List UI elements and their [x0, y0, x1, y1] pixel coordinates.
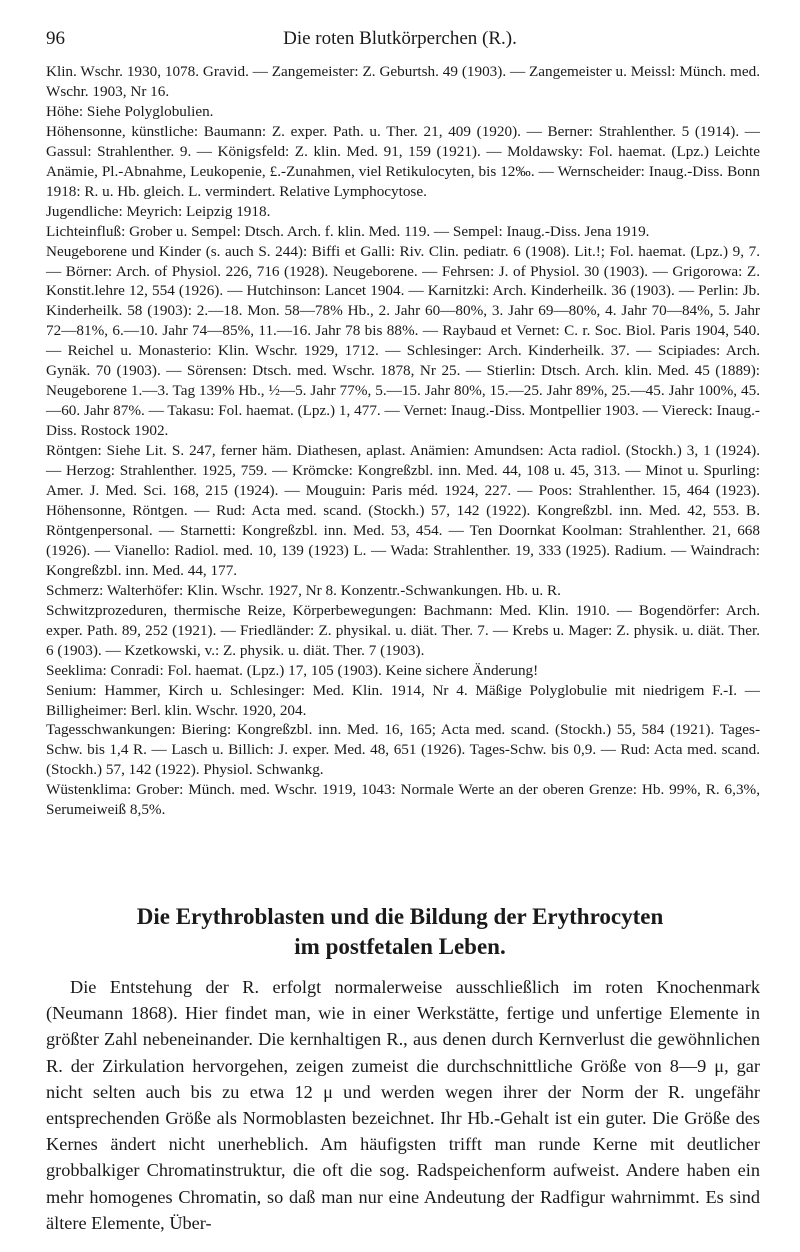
section-title-line-1: Die Erythroblasten und die Bildung der Erythrocyten	[136, 904, 664, 929]
bib-entry: Röntgen: Siehe Lit. S. 247, ferner häm. Diathesen, aplast. Anämien: Amundsen: Acta radiol. (Stockh.) 3, 1 (1924). — Herzog: Strahlenther. 1925, 759. — Krömcke: Kongreßzbl. inn. Med. 44, 108 u. 45, 313. — Minot u. Spurling: Amer. J. Med. Sci. 168, 215 (1924). — Mouguin: Paris méd. 1924, 227. — Poos: Strahlenther. 15, 464 (1923). Höhensonne, Röntgen. — Rud: Acta med. scand. (Stockh.) 57, 142 (1922). Kongreßzbl. inn. Med. 42, 553. B. Röntgenpersonal. — Starnetti: Kongreßzbl. inn. Med. 53, 454. — Ten Doornkat Koolman: Strahlenther. 21, 668 (1926). — Vianello: Radiol. med. 10, 139 (1923) L. — Wada: Strahlenther. 19, 333 (1925). Radium. — Waindrach: Kongreßzbl. inn. Med. 44, 177.	[46, 442, 760, 579]
bib-entry: Wüstenklima: Grober: Münch. med. Wschr. 1919, 1043: Normale Werte an der oberen Grenze: Hb. 99%, R. 6,3%, Serumeiweiß 8,5%.	[46, 781, 760, 819]
bib-entry: Höhe: Siehe Polyglobulien.	[46, 102, 214, 120]
section-title	[40, 902, 760, 962]
bib-entry: Schwitzprozeduren, thermische Reize, Körperbewegungen: Bachmann: Med. Klin. 1910. — Bogendörfer: Arch. exper. Path. 89, 252 (1921). — Friedländer: Z. physikal. u. diät. Ther. 7. — Krebs u. Mager: Z. physik. u. diät. Ther. 6 (1903). — Kzetkowski, v.: Z. physik. u. diät. Ther. 7 (1903).	[46, 601, 760, 659]
bib-entry: Tagesschwankungen: Biering: Kongreßzbl. inn. Med. 16, 165; Acta med. scand. (Stockh.) 55, 584 (1921). Tages-Schw. bis 1,4 R. — Lasch u. Billich: J. exper. Med. 48, 651 (1926). Tages-Schw. bis 0,9. — Rud: Acta med. scand. (Stockh.) 57, 142 (1922). Physiol. Schwankg.	[46, 721, 760, 779]
bib-entry: Jugendliche: Meyrich: Leipzig 1918.	[46, 202, 271, 220]
bibliography	[46, 62, 760, 820]
running-head: Die roten Blutkörperchen (R.).	[283, 28, 517, 49]
page-header	[40, 24, 760, 54]
body-text	[46, 974, 760, 1236]
section-title-line-2: im postfetalen Leben.	[294, 934, 506, 959]
bib-entry: Seeklima: Conradi: Fol. haemat. (Lpz.) 17, 105 (1903). Keine sichere Änderung!	[46, 661, 539, 679]
bib-entry: Lichteinfluß: Grober u. Sempel: Dtsch. Arch. f. klin. Med. 119. — Sempel: Inaug.-Diss. Jena 1919.	[46, 222, 650, 240]
bib-entry: Senium: Hammer, Kirch u. Schlesinger: Med. Klin. 1914, Nr 4. Mäßige Polyglobulie mit niedrigem F.-I. — Billigheimer: Berl. klin. Wschr. 1920, 204.	[46, 681, 760, 719]
page-number: 96	[46, 28, 65, 49]
bib-entry: Klin. Wschr. 1930, 1078. Gravid. — Zangemeister: Z. Geburtsh. 49 (1903). — Zangemeister u. Meissl: Münch. med. Wschr. 1903, Nr 16.	[46, 63, 760, 100]
body-paragraph: Die Entstehung der R. erfolgt normalerweise ausschließlich im roten Knochenmark (Neumann 1868). Hier findet man, wie in einer Werkstätte, fertige und unfertige Elemente in größter Zahl nebeneinander. Die kernhaltigen R., aus denen durch Kernverlust die gewöhnlichen R. der Zirkulation hervorgehen, zeigen zumeist die durchschnittliche Größe von 8—9 μ, gar nicht selten auch bis zu etwa 12 μ und werden wegen ihrer der Norm der R. ungefähr entsprechenden Größe als Normoblasten bezeichnet. Ihr Hb.-Gehalt ist ein guter. Die Größe des Kernes ändert nicht unerheblich. Am häufigsten trifft man runde Kerne mit deutlicher grobbalkiger Chromatinstruktur, die oft die sog. Radspeichenform aufweist. Andere haben ein mehr homogenes Chromatin, so daß man nur eine Andeutung der Radfigur wahrnimmt. Es sind ältere Elemente, Über-	[46, 977, 760, 1233]
bib-entry: Schmerz: Walterhöfer: Klin. Wschr. 1927, Nr 8. Konzentr.-Schwankungen. Hb. u. R.	[46, 581, 561, 599]
bib-entry: Höhensonne, künstliche: Baumann: Z. exper. Path. u. Ther. 21, 409 (1920). — Berner: Strahlenther. 5 (1914). — Gassul: Strahlenther. 9. — Königsfeld: Z. klin. Med. 91, 159 (1921). — Moldawsky: Fol. haemat. (Lpz.) Leichte Anämie, Pl.-Abnahme, Leukopenie, £.-Zunahmen, viel Retikulocyten, bis 12‰. — Wernscheider: Inaug.-Diss. Bonn 1918: R. u. Hb. gleich. L. vermindert. Relative Lymphocytose.	[46, 122, 760, 200]
bib-entry: Neugeborene und Kinder (s. auch S. 244): Biffi et Galli: Riv. Clin. pediatr. 6 (1908). Lit.!; Fol. haemat. (Lpz.) 9, 7. — Börner: Arch. of Physiol. 226, 716 (1928). Neugeborene. — Fehrsen: J. of Physiol. 30 (1903). — Grigorowa: Z. Konstit.lehre 12, 554 (1926). — Hutchinson: Lancet 1904. — Karnitzki: Arch. Kinderheilk. 36 (1903). — Perlin: Jb. Kinderheilk. 58 (1903): 2.—18. Mon. 58—78% Hb., 2. Jahr 60—80%, 3. Jahr 69—80%, 4. Jahr 70—84%, 5. Jahr 72—81%, 6.—10. Jahr 74—85%, 11.—16. Jahr 78 bis 88%. — Raybaud et Vernet: C. r. Soc. Biol. Paris 1904, 540. — Reichel u. Monasterio: Klin. Wschr. 1929, 1712. — Schlesinger: Arch. Kinderheilk. 37. — Scipiades: Arch. Gynäk. 70 (1903). — Sörensen: Dtsch. med. Wschr. 1878, Nr 25. — Stierlin: Dtsch. Arch. klin. Med. 45 (1889): Neugeborene 1.—3. Tag 139% Hb., ½—5. Jahr 77%, 5.—15. Jahr 80%, 15.—25. Jahr 89%, 25.—45. Jahr 100%, 45.—60. Jahr 87%. — Takasu: Fol. haemat. (Lpz.) 1, 477. — Vernet: Inaug.-Diss. Montpellier 1903. — Viereck: Inaug.-Diss. Rostock 1902.	[46, 242, 760, 440]
